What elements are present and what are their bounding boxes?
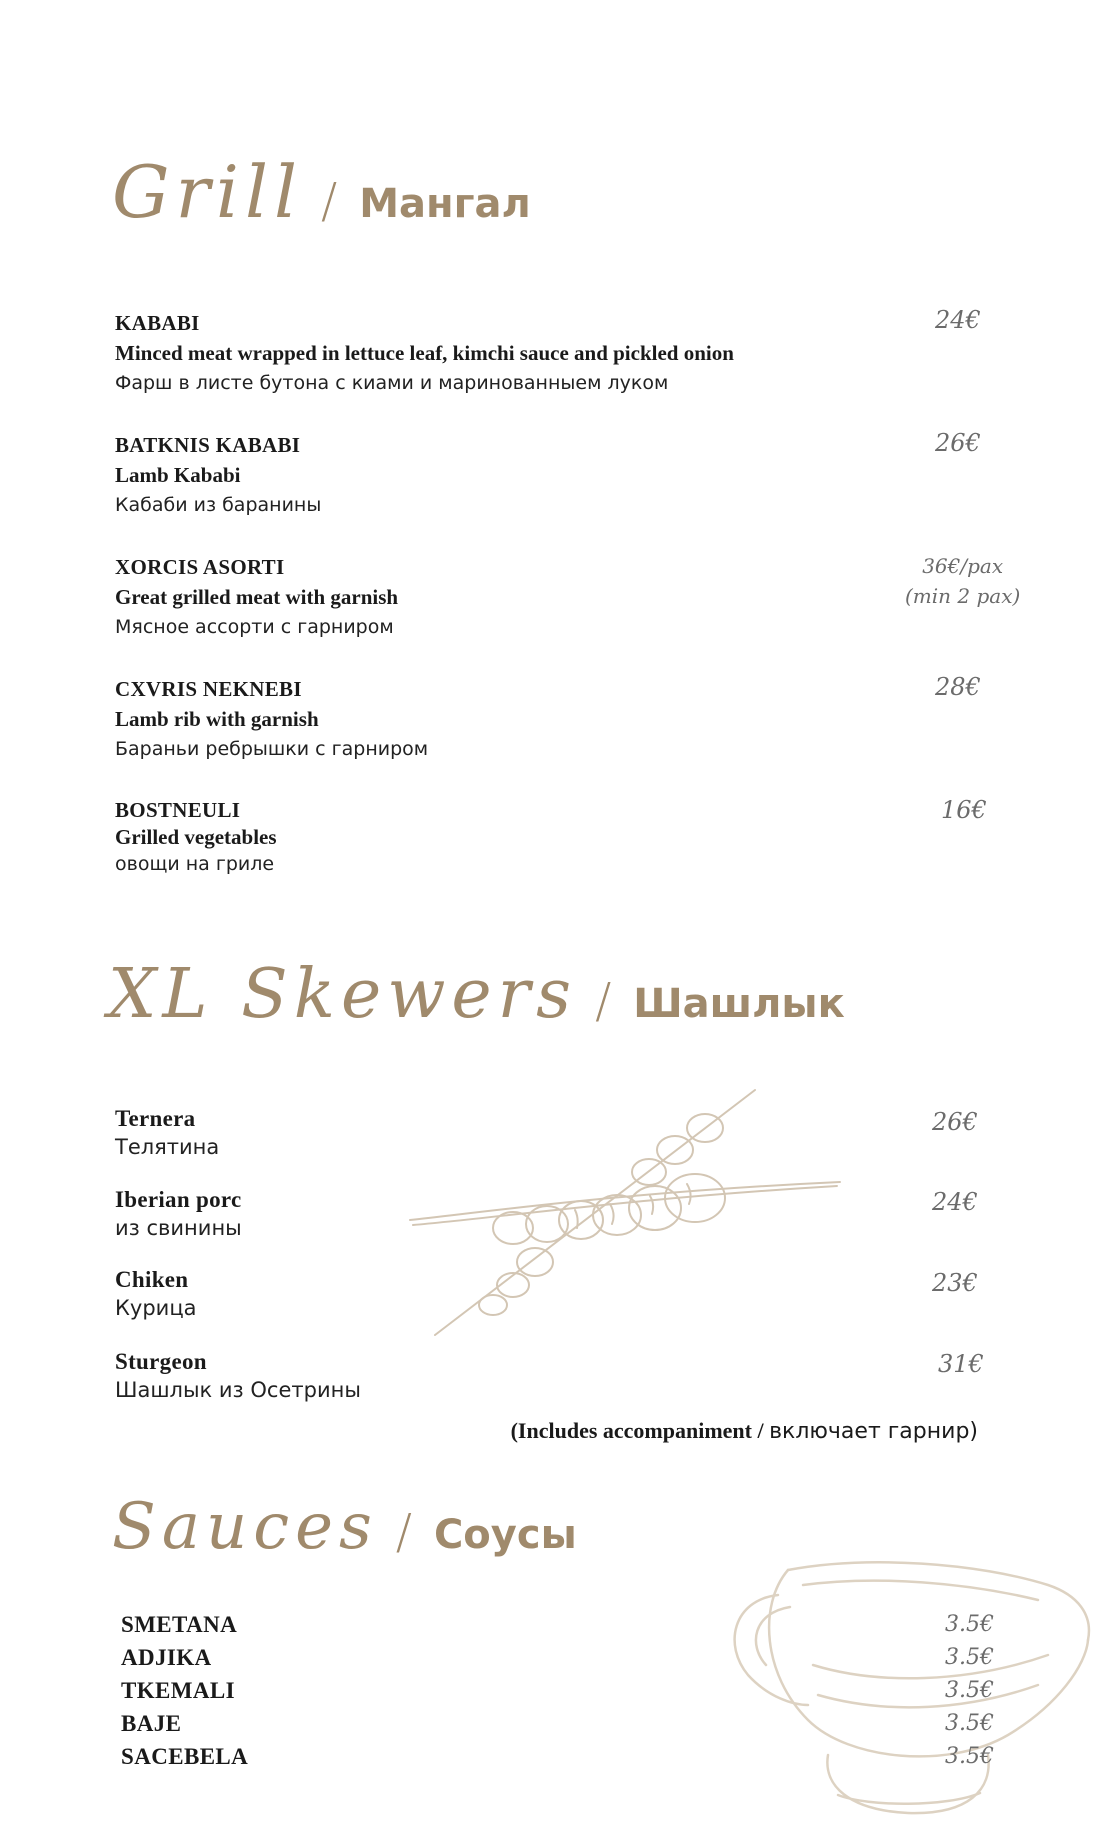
- item-name: Sturgeon: [115, 1349, 207, 1374]
- title-divider: /: [595, 973, 612, 1029]
- skewer-illustration: [405, 1080, 845, 1340]
- item-description-ru: Мясное ассорти с гарниром: [115, 616, 394, 638]
- item-description-ru: Курица: [115, 1296, 197, 1320]
- sauce-price: 3.5€: [945, 1744, 994, 1769]
- note-ru: включает гарнир): [769, 1419, 978, 1444]
- sauce-item: ADJIKA: [121, 1645, 212, 1670]
- title-script-skewers: XL Skewers: [108, 955, 578, 1034]
- title-script-sauces: Sauces: [112, 1490, 378, 1564]
- item-price-note: (min 2 pax): [905, 584, 1021, 608]
- sauce-price: 3.5€: [945, 1678, 994, 1703]
- menu-item: [115, 1186, 242, 1242]
- item-description-ru: Шашлык из Осетрины: [115, 1378, 361, 1402]
- menu-item: [115, 1348, 361, 1404]
- title-divider: /: [321, 173, 338, 229]
- sauce-item: TKEMALI: [121, 1678, 235, 1703]
- item-description-ru: из свинины: [115, 1216, 242, 1240]
- item-name: KABABI: [115, 311, 200, 335]
- menu-item: [115, 674, 428, 764]
- item-description-en: Lamb rib with garnish: [115, 707, 319, 731]
- item-name: BATKNIS KABABI: [115, 433, 301, 457]
- item-description-ru: Бараньи ребрышки с гарниром: [115, 738, 429, 760]
- note-en: (Includes accompaniment /: [510, 1418, 770, 1443]
- sauce-price: 3.5€: [945, 1645, 994, 1670]
- title-ru-grill: Мангал: [359, 181, 531, 227]
- item-price: 26€: [935, 429, 981, 457]
- gravy-boat-illustration: [718, 1545, 1098, 1845]
- item-price: 23€: [932, 1269, 978, 1297]
- accompaniment-note: [511, 1418, 978, 1444]
- menu-item: [115, 797, 277, 878]
- item-price-value: 36€/pax: [922, 554, 1004, 578]
- sauce-item: SACEBELA: [121, 1744, 249, 1769]
- item-description-ru: Телятина: [115, 1135, 220, 1159]
- title-ru-sauces: Соусы: [433, 1512, 577, 1558]
- menu-item: [115, 552, 398, 642]
- item-name: XORCIS ASORTI: [115, 555, 285, 579]
- item-description-ru: Кабаби из баранины: [115, 494, 322, 516]
- item-price: 31€: [938, 1350, 984, 1378]
- item-price: 24€: [935, 306, 981, 334]
- item-description-en: Lamb Kababi: [115, 463, 241, 487]
- section-title-grill: [112, 150, 531, 234]
- item-name: Ternera: [115, 1106, 196, 1131]
- item-description-ru: Фарш в листе бутона с киами и маринованныем луком: [115, 372, 669, 394]
- item-name: BOSTNEULI: [115, 798, 241, 822]
- menu-item: [115, 430, 321, 520]
- title-divider: /: [395, 1504, 412, 1560]
- section-title-sauces: [112, 1490, 577, 1564]
- sauce-price: 3.5€: [945, 1612, 994, 1637]
- item-price: [905, 551, 1020, 611]
- menu-item: [115, 308, 734, 398]
- sauce-item: SMETANA: [121, 1612, 238, 1637]
- title-script-grill: Grill: [112, 150, 304, 234]
- item-description-en: Grilled vegetables: [115, 825, 277, 849]
- menu-item: [115, 1266, 196, 1322]
- item-description-en: Minced meat wrapped in lettuce leaf, kimchi sauce and pickled onion: [115, 341, 734, 365]
- menu-item: [115, 1105, 219, 1161]
- item-name: CXVRIS NEKNEBI: [115, 677, 302, 701]
- title-ru-skewers: Шашлык: [633, 981, 845, 1027]
- sauce-item: BAJE: [121, 1711, 182, 1736]
- section-title-skewers: [108, 955, 845, 1034]
- item-description-ru: овощи на гриле: [115, 853, 275, 875]
- item-name: Chiken: [115, 1267, 189, 1292]
- sauce-price: 3.5€: [945, 1711, 994, 1736]
- item-description-en: Great grilled meat with garnish: [115, 585, 399, 609]
- item-price: 24€: [932, 1188, 978, 1216]
- item-price: 28€: [935, 673, 981, 701]
- item-price: 26€: [932, 1108, 978, 1136]
- item-name: Iberian porc: [115, 1187, 242, 1212]
- item-price: 16€: [941, 796, 987, 824]
